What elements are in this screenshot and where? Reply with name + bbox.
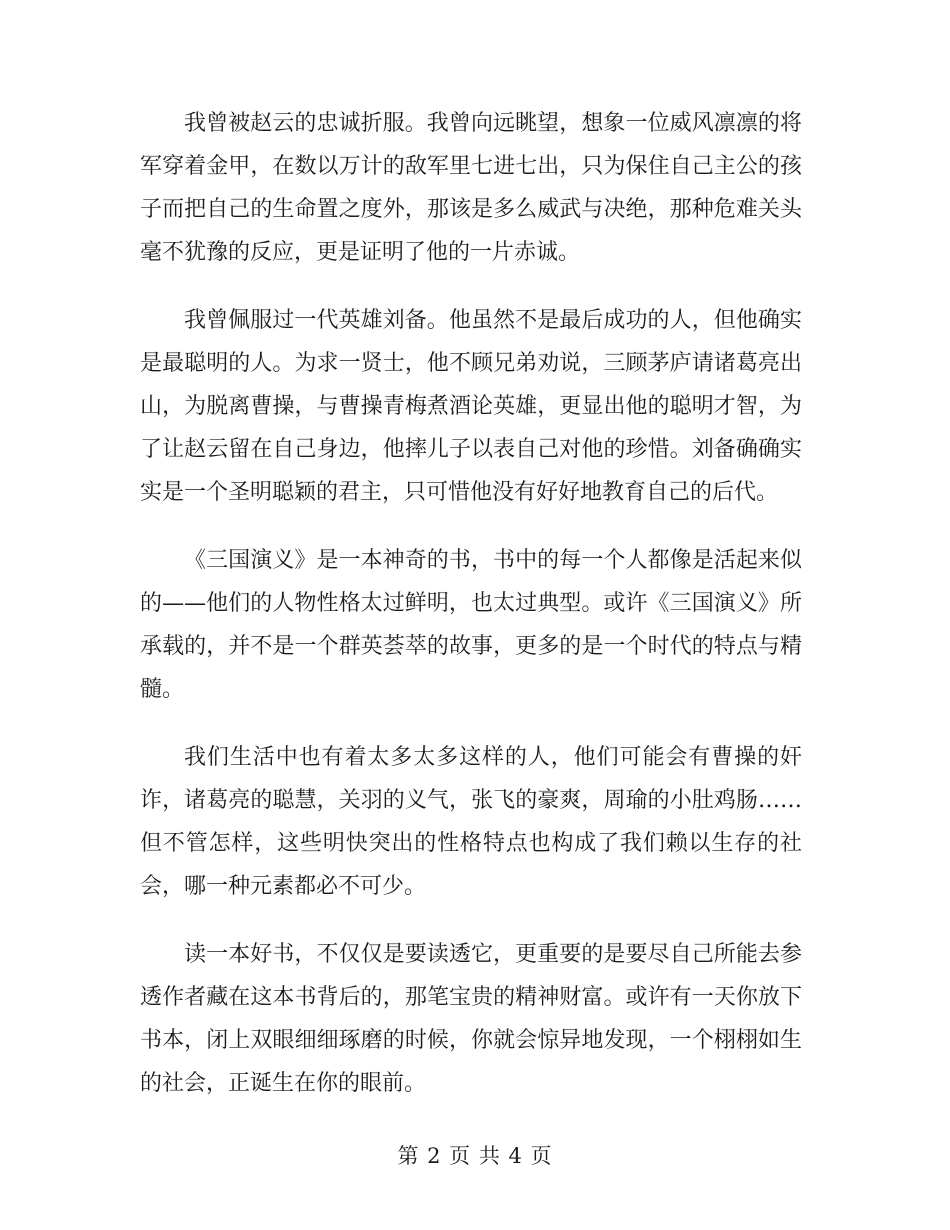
paragraph-reading-good-book: 读一本好书，不仅仅是要读透它，更重要的是要尽自己所能去参透作者藏在这本书背后的，那笔宝贵的精神财富。或许有一天你放下书本，闭上双眼细细琢磨的时候，你就会惊异地发现，一个栩栩如生的社会，正诞生在你的眼前。 [140, 942, 802, 1096]
paragraph-liu-bei: 我曾佩服过一代英雄刘备。他虽然不是最后成功的人，但他确实是最聪明的人。为求一贤士，他不顾兄弟劝说，三顾茅庐请诸葛亮出山，为脱离曹操，与曹操青梅煮酒论英雄，更显出他的聪明才智，为了让赵云留在自己身边，他摔儿子以表自己对他的珍惜。刘备确确实实是一个圣明聪颖的君主，只可惜他没有好好地教育自己的后代。 [140, 308, 802, 505]
page-number-footer: 第 2 页 共 4 页 [397, 1144, 553, 1168]
paragraph-people-in-life: 我们生活中也有着太多太多这样的人，他们可能会有曹操的奸诈，诸葛亮的聪慧，关羽的义气，张飞的豪爽，周瑜的小肚鸡肠……但不管怎样，这些明快突出的性格特点也构成了我们赖以生存的社会，哪一种元素都必不可少。 [140, 745, 802, 899]
document-body [140, 102, 802, 1130]
paragraph-zhao-yun: 我曾被赵云的忠诚折服。我曾向远眺望，想象一位威风凛凛的将军穿着金甲，在数以万计的敌军里七进七出，只为保住自己主公的孩子而把自己的生命置之度外，那该是多么威武与决绝，那种危难关头毫不犹豫的反应，更是证明了他的一片赤诚。 [140, 111, 802, 265]
paragraph-three-kingdoms-book: 《三国演义》是一本神奇的书，书中的每一个人都像是活起来似的——他们的人物性格太过鲜明，也太过典型。或许《三国演义》所承载的，并不是一个群英荟萃的故事，更多的是一个时代的特点与精髓。 [140, 548, 802, 702]
